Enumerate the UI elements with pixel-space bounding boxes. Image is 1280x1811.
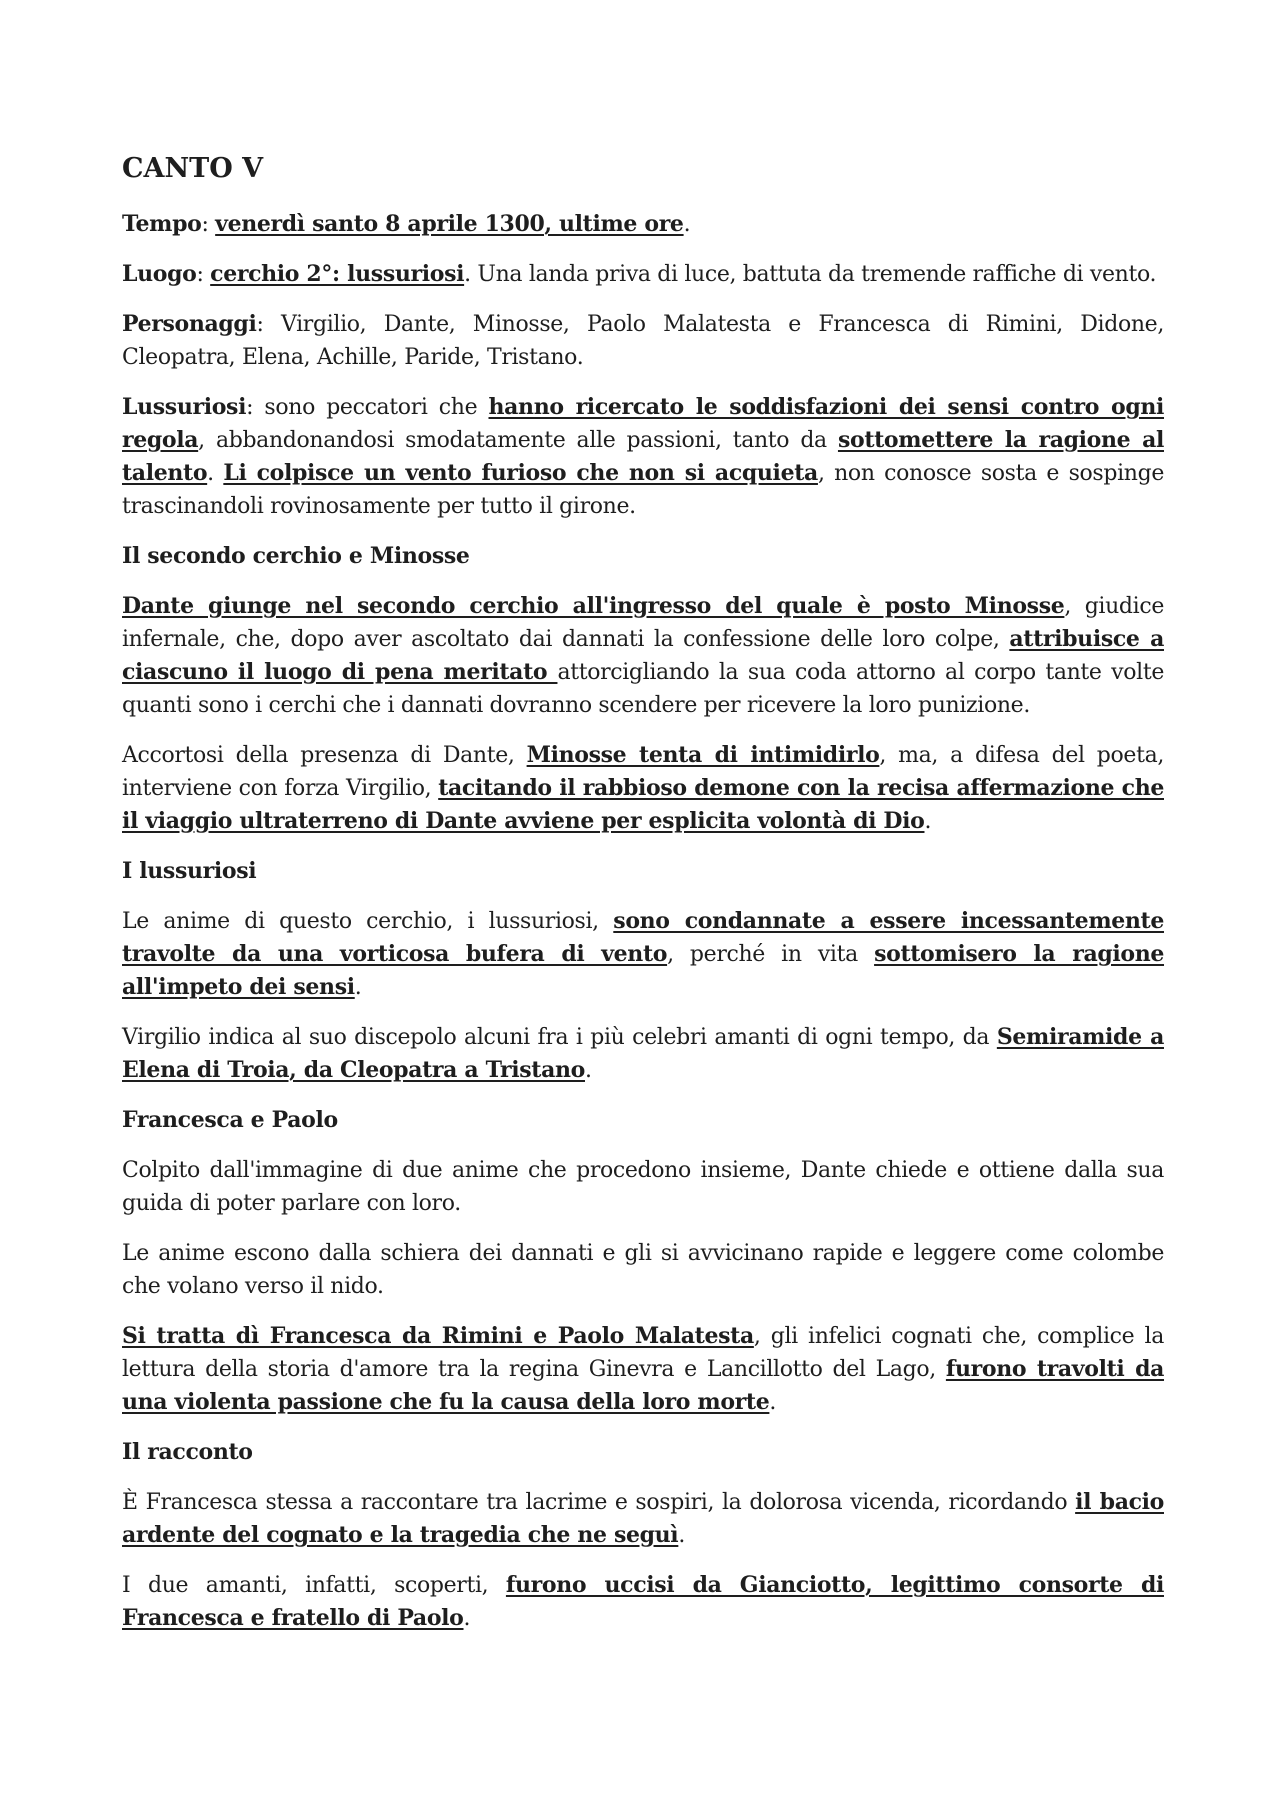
lussuriosi-paragraph [122, 391, 1164, 523]
highlight-run: attribuisce a ciascuno il luogo di pena meritato [122, 626, 1164, 685]
luogo-value: cerchio 2°: lussuriosi [210, 261, 465, 287]
tempo-sep: : [201, 212, 216, 237]
section-heading-lussuriosi: I lussuriosi [122, 858, 257, 884]
text-run: . [678, 1523, 685, 1548]
highlight-run: Dante giunge nel secondo cerchio all'ingresso del quale è posto Minosse [122, 593, 1065, 619]
luogo-label: Luogo [122, 261, 197, 287]
text-run: Virgilio indica al suo discepolo alcuni fra i più celebri amanti di ogni tempo, da [122, 1025, 997, 1050]
section-heading-minosse: Il secondo cerchio e Minosse [122, 543, 470, 569]
luogo-line [122, 258, 1164, 291]
lussuriosi-paragraph-2 [122, 1021, 1164, 1087]
tempo-value: venerdì santo 8 aprile 1300, ultime ore [215, 211, 684, 237]
section-heading-racconto: Il racconto [122, 1439, 253, 1465]
highlight-run: furono travolti da una violenta passione che fu la causa della loro morte [122, 1356, 1165, 1415]
luogo-rest: . Una landa priva di luce, battuta da tremende raffiche di vento. [464, 262, 1157, 287]
text-run: . [585, 1058, 592, 1083]
francesca-paragraph-3 [122, 1320, 1164, 1419]
text-run: Accortosi della presenza di Dante, [122, 743, 527, 768]
text-run: , perché in vita [667, 942, 875, 967]
highlight-run: hanno ricercato le soddisfazioni dei sensi contro ogni regola [122, 394, 1165, 453]
tempo-line [122, 208, 1164, 241]
highlight-run: Si tratta dì Francesca da Rimini e Paolo Malatesta [122, 1323, 754, 1349]
text-run: Le anime di questo cerchio, i lussuriosi, [122, 909, 614, 934]
personaggi-text: : Virgilio, Dante, Minosse, Paolo Malatesta e Francesca di Rimini, Didone, Cleopatra, Elena, Achille, Paride, Tristano. [122, 312, 1164, 370]
text-run: È Francesca stessa a raccontare tra lacrime e sospiri, la dolorosa vicenda, ricordando [122, 1490, 1076, 1515]
page-title: CANTO V [122, 153, 264, 184]
text-run: . [207, 461, 224, 486]
text-run: . [924, 809, 932, 834]
highlight-run: Li colpisce un vento furioso che non si acquieta [223, 460, 818, 486]
section-heading-francesca: Francesca e Paolo [122, 1107, 338, 1133]
highlight-run: sottomettere la ragione al talento [122, 427, 1164, 486]
highlight-run: Semiramide a Elena di Troia, da Cleopatra a Tristano [122, 1024, 1164, 1083]
text-run: : sono peccatori che [246, 395, 489, 420]
personaggi-line [122, 308, 1164, 374]
highlight-run: sono condannate a essere incessantemente travolte da una vorticosa bufera di vento [122, 908, 1164, 967]
lussuriosi-label: Lussuriosi [122, 394, 247, 420]
highlight-run: Minosse tenta di intimidirlo [526, 742, 880, 768]
text-run: . [354, 975, 362, 1000]
text-run: , giudice infernale, che, dopo aver ascoltato dai dannati la confessione delle loro colpe, [122, 594, 1164, 652]
francesca-paragraph-2: Le anime escono dalla schiera dei dannati e gli si avvicinano rapide e leggere come colombe che volano verso il nido. [122, 1241, 1164, 1299]
tempo-end: . [683, 212, 691, 237]
luogo-sep: : [196, 262, 211, 287]
document-body [122, 152, 1164, 1652]
text-run: I due amanti, infatti, scoperti, [122, 1573, 506, 1598]
highlight-run: tacitando il rabbioso demone con la recisa affermazione che il viaggio ultraterreno di Dante avviene per esplicita volontà di Dio [122, 775, 1164, 834]
minosse-paragraph-2 [122, 739, 1164, 838]
racconto-paragraph-1 [122, 1486, 1164, 1552]
text-run: . [769, 1390, 777, 1415]
text-run: , gli infelici cognati che, complice la lettura della storia d'amore tra la regina Ginevra e Lancillotto del Lago, [122, 1324, 1164, 1382]
tempo-label: Tempo [122, 211, 202, 237]
highlight-run: furono uccisi da Gianciotto, legittimo consorte di Francesca e fratello di Paolo [122, 1572, 1164, 1631]
highlight-run: sottomisero la ragione all'impeto dei sensi [122, 941, 1165, 1000]
text-run: , ma, a difesa del poeta, interviene con forza Virgilio, [122, 743, 1164, 801]
racconto-paragraph-2 [122, 1569, 1164, 1635]
text-run: , non conosce sosta e sospinge trascinandoli rovinosamente per tutto il girone. [122, 461, 1164, 519]
minosse-paragraph-1 [122, 590, 1164, 722]
text-run: . [463, 1606, 471, 1631]
highlight-run: il bacio ardente del cognato e la tragedia che ne seguì [122, 1489, 1164, 1548]
francesca-paragraph-1: Colpito dall'immagine di due anime che procedono insieme, Dante chiede e ottiene dalla sua guida di poter parlare con loro. [122, 1158, 1164, 1216]
text-run: attorcigliando la sua coda attorno al corpo tante volte quanti sono i cerchi che i dannati dovranno scendere per ricevere la loro punizione. [122, 660, 1164, 718]
text-run: , abbandonandosi smodatamente alle passioni, tanto da [198, 428, 838, 453]
personaggi-label: Personaggi [122, 311, 257, 337]
lussuriosi-paragraph-1 [122, 905, 1164, 1004]
